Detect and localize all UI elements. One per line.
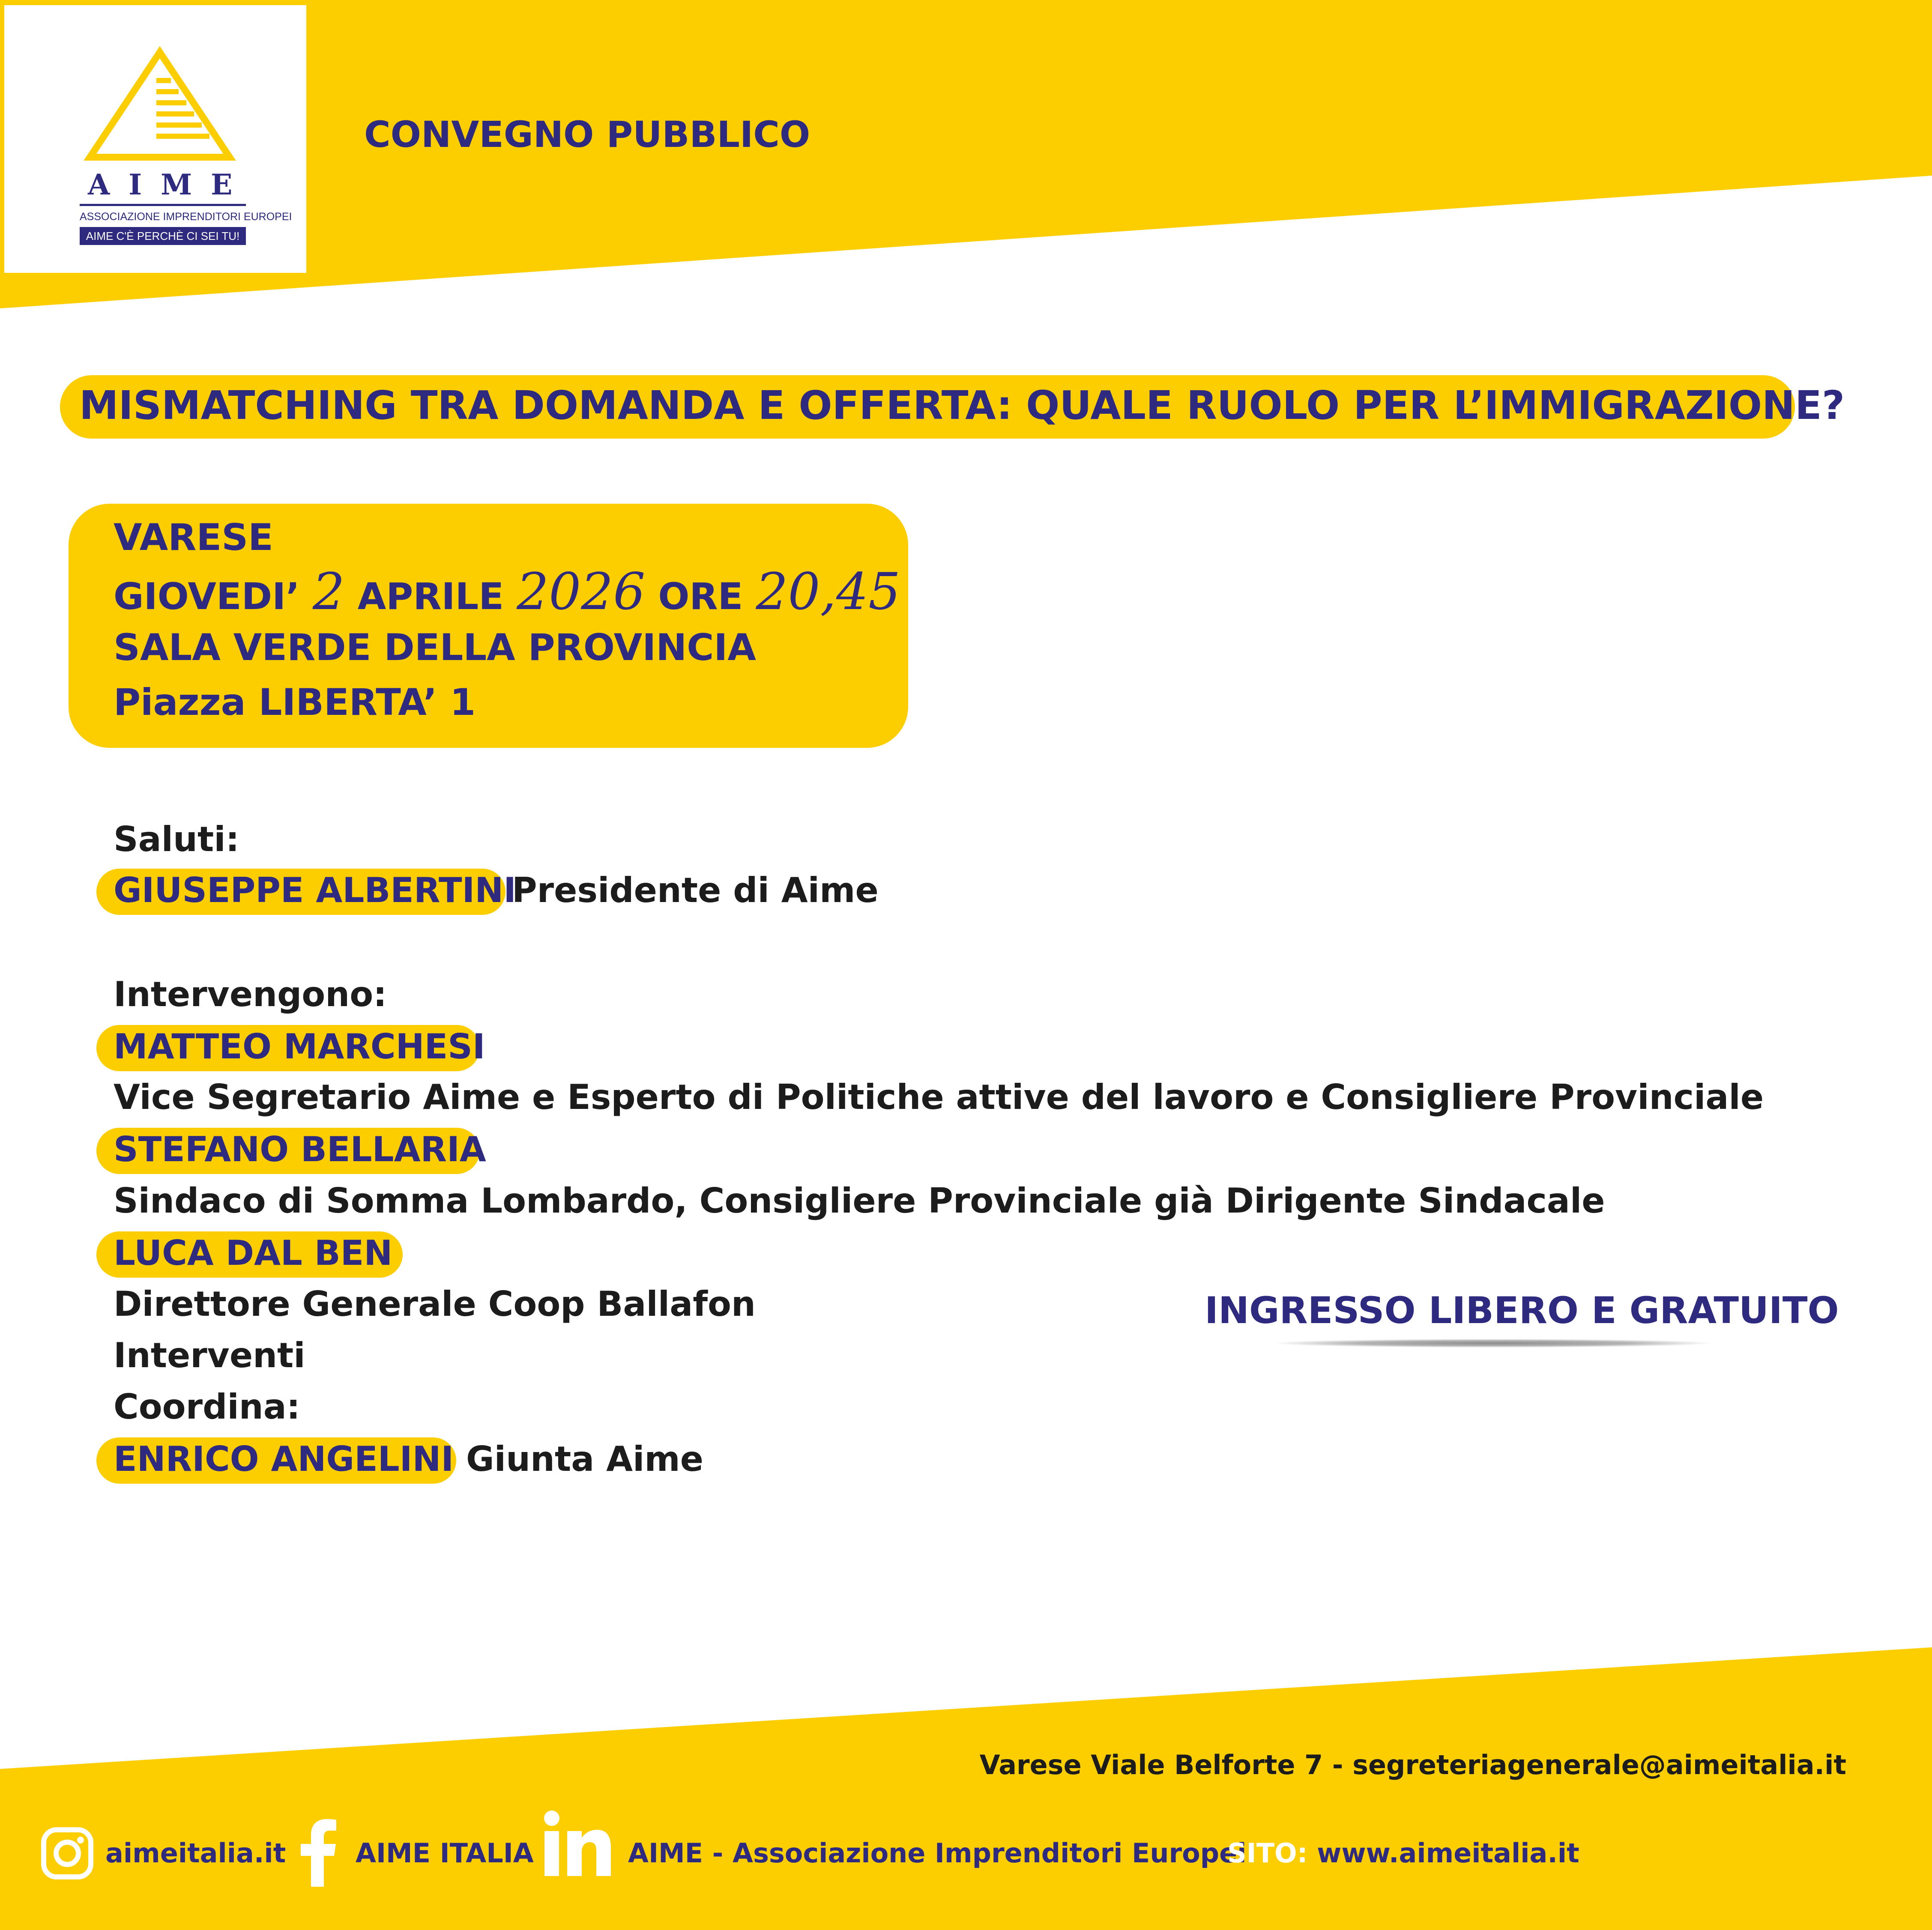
- greeting-speaker-role: Presidente di Aime: [512, 870, 879, 910]
- website-line: [1227, 1837, 1579, 1869]
- footer-address: Varese Viale Belforte 7 - segreteriagenerale@aimeitalia.it: [979, 1749, 1846, 1781]
- event-date-line: [114, 562, 900, 621]
- instagram-handle[interactable]: aimeitalia.it: [105, 1837, 286, 1869]
- greeting-speaker-name: GIUSEPPE ALBERTINI: [114, 870, 516, 910]
- event-time: 20,45: [756, 562, 901, 621]
- speaker-name: LUCA DAL BEN: [114, 1233, 393, 1273]
- linkedin-icon[interactable]: [543, 1810, 612, 1878]
- speaker-role: Vice Segretario Aime e Esperto di Politiche attive del lavoro e Consigliere Provinciale: [114, 1077, 1764, 1117]
- speaker-role: Direttore Generale Coop Ballafon: [114, 1284, 756, 1324]
- interventions-label: Interventi: [114, 1335, 305, 1375]
- event-venue: SALA VERDE DELLA PROVINCIA: [114, 626, 756, 669]
- greetings-label: Saluti:: [114, 819, 239, 859]
- linkedin-page[interactable]: AIME - Associazione Imprenditori Europei: [628, 1837, 1247, 1869]
- notice-underline-shadow: [1277, 1339, 1709, 1347]
- facebook-icon[interactable]: [300, 1818, 338, 1887]
- facebook-page[interactable]: AIME ITALIA: [356, 1837, 534, 1869]
- logo-wordmark: AIME: [88, 168, 251, 201]
- logo-subtitle: ASSOCIAZIONE IMPRENDITORI EUROPEI: [80, 211, 292, 223]
- coordinator-name: ENRICO ANGELINI: [114, 1439, 454, 1479]
- speaker-name: MATTEO MARCHESI: [114, 1027, 485, 1067]
- free-entry-notice: INGRESSO LIBERO E GRATUITO: [1205, 1289, 1839, 1332]
- logo-tagline: AIME C'È PERCHÈ CI SEI TU!: [80, 227, 246, 245]
- event-address: Piazza LIBERTA’ 1: [114, 681, 476, 724]
- event-month: APRILE: [357, 575, 504, 618]
- speakers-label: Intervengono:: [114, 974, 387, 1014]
- website-label: SITO:: [1227, 1837, 1308, 1869]
- event-city: VARESE: [114, 516, 273, 559]
- speaker-name: STEFANO BELLARIA: [114, 1129, 486, 1169]
- event-day-number: 2: [312, 562, 345, 621]
- coordinator-role: Giunta Aime: [466, 1439, 704, 1479]
- logo: [4, 5, 306, 273]
- instagram-icon[interactable]: [39, 1825, 95, 1881]
- website-link[interactable]: www.aimeitalia.it: [1317, 1837, 1579, 1869]
- event-type-heading: CONVEGNO PUBBLICO: [364, 114, 810, 155]
- event-day: GIOVEDI’: [114, 575, 300, 618]
- speaker-role: Sindaco di Somma Lombardo, Consigliere Provinciale già Dirigente Sindacale: [114, 1181, 1605, 1221]
- event-year: 2026: [517, 562, 646, 621]
- coordinator-label: Coordina:: [114, 1387, 300, 1427]
- conference-title: MISMATCHING TRA DOMANDA E OFFERTA: QUALE RUOLO PER L’IMMIGRAZIONE?: [79, 382, 1845, 428]
- event-time-prefix: ORE: [658, 575, 743, 618]
